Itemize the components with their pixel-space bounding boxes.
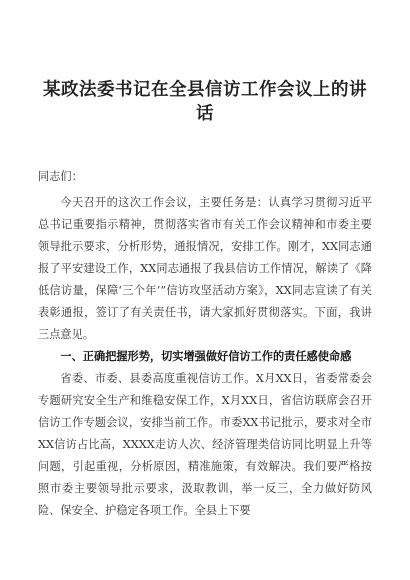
document-body (38, 166, 372, 522)
document-title: 某政法委书记在全县信访工作会议上的讲话 (43, 80, 367, 124)
salutation: 同志们： (38, 170, 83, 183)
paragraph-2: 省委、市委、县委高度重视信访工作。X月XX日，省委常委会专题研究安全生产和维稳安保工作，X月XX日，省信访联席会召开信访工作专题会议，安排当前工作。市委XX书记批示，要求对全市XX信访占比高，XXXX走访人次、经济管理类信访同比明显上升等问题，引起重视，分析原因，精准施策，有效解决。我们要严格按照市委主要领导批示要求，汲取教训，举一反三，全力做好防风险、保安全、护稳定各项工作。全县上下要 (38, 372, 372, 517)
section-heading-1: 一、正确把握形势，切实增强做好信访工作的责任感使命感 (60, 350, 352, 363)
paragraph-1: 今天召开的这次工作会议，主要任务是：认真学习贯彻习近平总书记重要指示精神，贯彻落实省市有关工作会议精神和市委主要领导批示要求，分析形势，通报情况，安排工作。刚才，XX同志通报了平安建设工作，XX同志通报了我县信访工作情况，解读了《降低信访量，保障‘三个年’”信访攻坚活动方案》，XX同志宣读了有关表彰通报，签订了有关责任书，请大家抓好贯彻落实。下面，我讲三点意见。 (38, 196, 372, 341)
